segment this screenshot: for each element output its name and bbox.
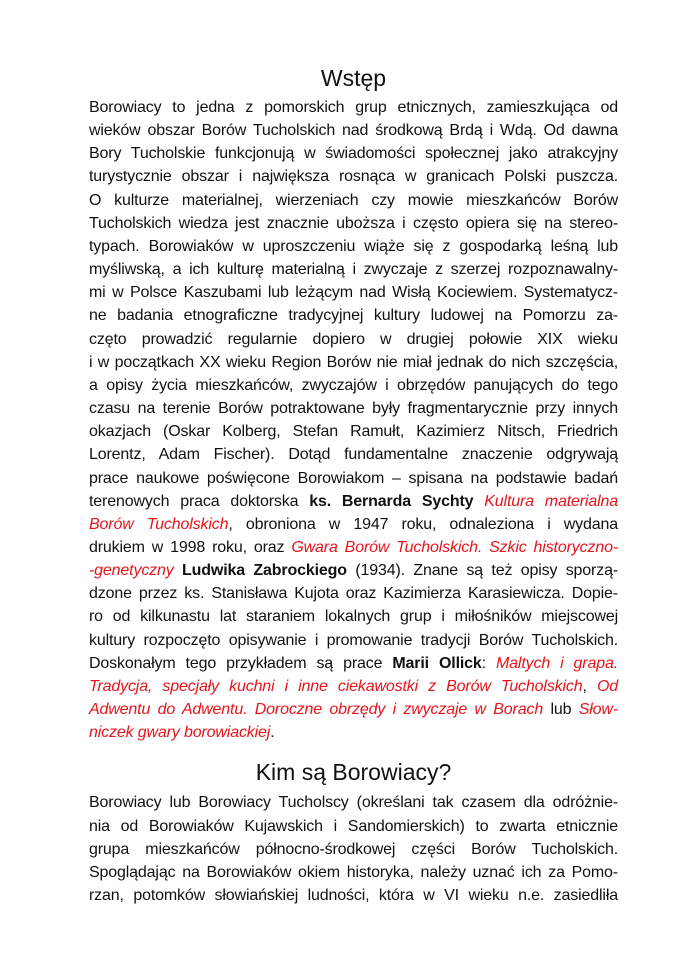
text-segment: nia od Borowiaków Kujawskich i Sandomierskich) to zwarta etnicznie [89,817,618,835]
text-segment: Borowiacy lub Borowiacy Tucholscy (określani tak czasem dla odróżnie- [89,794,618,812]
book-title-reference: Tradycja, specjały kuchni i inne ciekawostki z Borów Tucholskich [89,677,583,695]
text-segment: Borowiacy to jedna z pomorskich grup etnicznych, zamieszkująca od [89,99,618,116]
text-segment [174,562,182,579]
text-line [89,838,618,861]
text-segment: częto prowadzić regularnie dopiero w drugiej połowie XIX wieku [89,330,618,348]
text-line [89,96,618,119]
text-line [89,605,618,628]
text-line [89,189,618,212]
text-segment: prace naukowe poświęcone Borowiakom – spisana na podstawie badań [89,469,618,487]
text-line [89,258,618,281]
text-segment [473,493,484,510]
text-line [89,467,618,490]
text-line [89,351,618,374]
text-segment: Lorentz, Adam Fischer). Dotąd fundamentalne znaczenie odgrywają [89,446,618,464]
text-segment: lub [543,701,579,719]
text-segment: wieków obszar Borów Tucholskich nad środkową Brdą i Wdą. Od dawna [89,122,618,140]
text-segment: Doskonałym tego przykładem są prace [89,654,393,672]
text-line [89,165,618,188]
text-line [89,791,618,814]
text-segment: dzone przez ks. Stanisława Kujota oraz Kazimierza Karasiewicza. Dopie- [89,585,618,603]
author-name: ks. Bernarda Sychty [309,492,474,510]
book-title-reference: Borów Tucholskich [89,515,229,533]
book-title-reference: niczek gwary borowiackiej [89,724,271,742]
book-title-reference: Adwentu do Adwentu. Doroczne obrzędy i zwyczaje w Borach [89,701,544,719]
text-segment: grupa mieszkańców północno-środkowej części Borów Tucholskich. [89,840,618,858]
text-segment: , obroniona w 1947 roku, odnaleziona i wydana [228,515,618,533]
text-line [89,582,618,605]
book-title-reference: Słow- [578,701,618,719]
text-segment: drukiem w 1998 roku, oraz [89,538,292,556]
text-line [89,212,618,235]
text-line [89,443,618,466]
book-title-reference: -genetyczny [89,562,174,580]
text-segment: , [582,677,597,695]
text-line [89,374,618,397]
text-line [89,536,618,559]
text-line [89,652,618,675]
text-segment: rzan, potomków słowiańskiej ludności, która w VI wieku n.e. zasiedliła [89,887,618,904]
text-segment: Tucholskich wiedza jest znacznie uboższa i często opiera się na stereo- [89,214,618,232]
text-line [89,675,618,698]
text-line [89,559,618,582]
text-line [89,235,618,258]
text-line [89,698,618,721]
text-segment: kultury rozpoczęto opisywanie i promowanie tradycji Borów Tucholskich. [89,631,618,649]
book-title-reference: Maltych i grapa. [496,654,618,672]
text-line [89,304,618,327]
book-title-reference: Od [596,677,618,695]
text-segment: : [481,654,496,672]
text-segment: . [270,724,275,742]
text-segment: (1934). Znane są też opisy sporzą- [346,562,619,580]
text-segment: okazjach (Oskar Kolberg, Stefan Ramułt, Kazimierz Nitsch, Friedrich [89,423,618,441]
author-name: Ludwika Zabrockiego [182,562,347,580]
book-title-reference: Kultura materialna [484,492,618,510]
text-line [89,397,618,420]
section-title-kim-sa-borowiacy: Kim są Borowiacy? [255,759,452,786]
text-segment: terenowych praca doktorska [89,492,310,510]
author-name: Marii Ollick [392,654,482,672]
text-segment: typach. Borowiaków w uproszczeniu wiąże się z gospodarką leśną lub [89,237,618,255]
section-body-kim-sa-borowiacy [89,791,618,907]
text-segment: czasu na terenie Borów potraktowane były fragmentarycznie przy innych [89,400,618,418]
text-segment: Spoglądając na Borowiaków okiem historyka, należy uznać ich za Pomo- [89,863,618,881]
text-segment: mi w Polsce Kaszubami lub leżącym nad Wisłą Kociewiem. Systematycz- [89,284,618,302]
document-page [89,60,618,907]
section-title-wstep: Wstęp [320,65,387,91]
text-segment: i w początkach XX wieku Region Borów nie miał jednak do nich szczęścia, [89,353,618,371]
text-line [89,281,618,304]
text-line [89,119,618,142]
text-line [89,861,618,884]
text-line [89,420,618,443]
text-line [89,815,618,838]
text-segment: turystycznie obszar i największa rosnąca w granicach Polski puszcza. [89,168,618,186]
text-segment: a opisy życia mieszkańców, zwyczajów i obrzędów panujących do tego [89,376,618,394]
text-line [89,884,618,907]
text-segment: O kulturze materialnej, wierzeniach czy mowie mieszkańców Borów [89,191,618,209]
text-segment: myśliwską, a ich kulturę materialną i zwyczaje z szerzej rozpoznawalny- [89,261,618,279]
book-title-reference: Gwara Borów Tucholskich. Szkic historyczno- [291,538,618,556]
text-segment: Bory Tucholskie funkcjonują w świadomości społecznej jako atrakcyjny [89,145,618,163]
text-line [89,490,618,513]
text-line [89,328,618,351]
text-line [89,513,618,536]
text-line [89,142,618,165]
section-body-wstep [89,96,618,744]
text-line [89,721,618,744]
text-segment: ne badania etnograficzne tradycyjnej kultury ludowej na Pomorzu za- [89,307,618,325]
text-line [89,629,618,652]
text-segment: ro od kilkunastu lat staraniem lokalnych grup i miłośników miejscowej [89,608,618,626]
